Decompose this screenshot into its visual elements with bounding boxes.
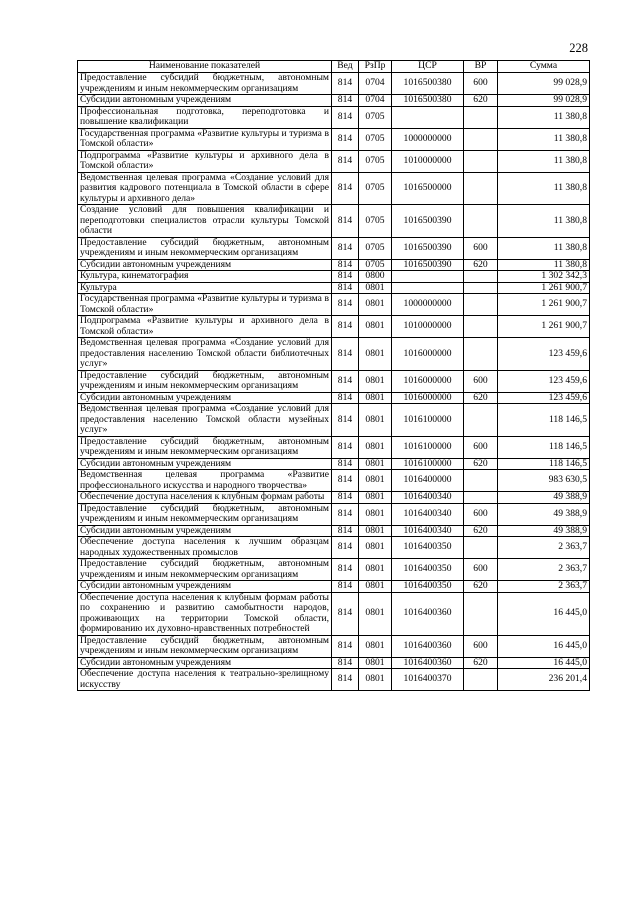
row-name: Предоставление субсидий бюджетным, автономным учреждениям и иным некоммерческим организациям — [78, 503, 332, 525]
row-sum: 1 302 342,3 — [498, 271, 590, 283]
row-csr: 1016500380 — [392, 73, 464, 95]
row-csr: 1010000000 — [392, 150, 464, 172]
row-vr: 620 — [464, 458, 498, 470]
row-rzpr: 0801 — [359, 458, 392, 470]
row-ved: 814 — [332, 525, 359, 537]
row-rzpr: 0801 — [359, 635, 392, 657]
table-row — [78, 657, 590, 669]
row-sum: 236 201,4 — [498, 669, 590, 691]
row-rzpr: 0801 — [359, 316, 392, 338]
row-rzpr: 0801 — [359, 525, 392, 537]
row-csr: 1010000000 — [392, 316, 464, 338]
row-sum: 123 459,6 — [498, 338, 590, 371]
row-sum: 983 630,5 — [498, 470, 590, 492]
row-rzpr: 0705 — [359, 106, 392, 128]
row-name: Обеспечение доступа населения к лучшим образцам народных художественных промыслов — [78, 537, 332, 559]
row-sum: 1 261 900,7 — [498, 282, 590, 294]
row-rzpr: 0801 — [359, 669, 392, 691]
row-csr — [392, 282, 464, 294]
row-name: Обеспечение доступа населения к театрально-зрелищному искусству — [78, 669, 332, 691]
row-sum: 2 363,7 — [498, 581, 590, 593]
row-ved: 814 — [332, 338, 359, 371]
row-vr — [464, 338, 498, 371]
row-vr — [464, 205, 498, 238]
row-name: Подпрограмма «Развитие культуры и архивного дела в Томской области» — [78, 150, 332, 172]
row-vr: 600 — [464, 436, 498, 458]
row-ved: 814 — [332, 106, 359, 128]
row-vr — [464, 271, 498, 283]
row-name: Субсидии автономным учреждениям — [78, 95, 332, 107]
row-sum: 11 380,8 — [498, 128, 590, 150]
row-vr: 600 — [464, 503, 498, 525]
row-sum: 118 146,5 — [498, 436, 590, 458]
row-name: Создание условий для повышения квалификации и переподготовки специалистов отрасли культуры Томской области — [78, 205, 332, 238]
row-rzpr: 0801 — [359, 404, 392, 437]
row-name: Предоставление субсидий бюджетным, автономным учреждениям и иным некоммерческим организациям — [78, 436, 332, 458]
row-name: Обеспечение доступа населения к клубным формам работы по сохранению и развитию самобытности народов, проживающих на территории Томской области, формированию их духовно-нравственных потребностей — [78, 592, 332, 635]
row-ved: 814 — [332, 259, 359, 271]
row-vr: 620 — [464, 392, 498, 404]
row-csr: 1016400350 — [392, 537, 464, 559]
row-rzpr: 0801 — [359, 581, 392, 593]
row-vr: 620 — [464, 657, 498, 669]
row-csr — [392, 106, 464, 128]
table-row — [78, 525, 590, 537]
row-vr — [464, 404, 498, 437]
row-rzpr: 0705 — [359, 237, 392, 259]
row-ved: 814 — [332, 669, 359, 691]
row-name: Профессиональная подготовка, переподготовка и повышение квалификации — [78, 106, 332, 128]
row-rzpr: 0801 — [359, 282, 392, 294]
row-vr: 620 — [464, 95, 498, 107]
row-vr — [464, 294, 498, 316]
row-vr: 600 — [464, 73, 498, 95]
table-header-row — [78, 61, 590, 73]
row-name: Предоставление субсидий бюджетным, автономным учреждениям и иным некоммерческим организациям — [78, 237, 332, 259]
row-sum: 123 459,6 — [498, 392, 590, 404]
row-name: Субсидии автономным учреждениям — [78, 581, 332, 593]
table-body — [78, 73, 590, 691]
row-name: Обеспечение доступа населения к клубным формам работы — [78, 492, 332, 504]
row-rzpr: 0801 — [359, 436, 392, 458]
row-rzpr: 0801 — [359, 370, 392, 392]
row-name: Субсидии автономным учреждениям — [78, 657, 332, 669]
table-row — [78, 294, 590, 316]
row-rzpr: 0801 — [359, 559, 392, 581]
table-row — [78, 95, 590, 107]
row-sum: 118 146,5 — [498, 458, 590, 470]
row-rzpr: 0705 — [359, 128, 392, 150]
row-rzpr: 0801 — [359, 503, 392, 525]
row-name: Предоставление субсидий бюджетным, автономным учреждениям и иным некоммерческим организациям — [78, 73, 332, 95]
row-vr: 600 — [464, 635, 498, 657]
row-csr: 1016500000 — [392, 172, 464, 205]
header-ved: Вед — [332, 61, 359, 73]
page-number: 228 — [569, 41, 588, 55]
row-ved: 814 — [332, 392, 359, 404]
row-csr — [392, 271, 464, 283]
row-csr: 1016400360 — [392, 592, 464, 635]
row-csr: 1016400370 — [392, 669, 464, 691]
row-ved: 814 — [332, 172, 359, 205]
row-sum: 2 363,7 — [498, 537, 590, 559]
table-row — [78, 669, 590, 691]
table-row — [78, 581, 590, 593]
row-sum: 2 363,7 — [498, 559, 590, 581]
table-row — [78, 392, 590, 404]
table-row — [78, 128, 590, 150]
row-ved: 814 — [332, 404, 359, 437]
row-vr: 600 — [464, 559, 498, 581]
row-csr: 1016500380 — [392, 95, 464, 107]
row-rzpr: 0801 — [359, 294, 392, 316]
row-vr: 620 — [464, 259, 498, 271]
row-sum: 123 459,6 — [498, 370, 590, 392]
row-rzpr: 0705 — [359, 259, 392, 271]
row-ved: 814 — [332, 73, 359, 95]
row-csr: 1016400000 — [392, 470, 464, 492]
row-csr: 1016400360 — [392, 657, 464, 669]
header-sum: Сумма — [498, 61, 590, 73]
row-csr: 1016100000 — [392, 436, 464, 458]
row-name: Ведомственная целевая программа «Создание условий для развития кадрового потенциала в Томской области в сфере культуры и архивного дела» — [78, 172, 332, 205]
row-sum: 11 380,8 — [498, 150, 590, 172]
row-name: Ведомственная целевая программа «Создание условий для предоставления населению Томской области библиотечных услуг» — [78, 338, 332, 371]
row-sum: 16 445,0 — [498, 592, 590, 635]
row-sum: 11 380,8 — [498, 172, 590, 205]
table-row — [78, 172, 590, 205]
table-row — [78, 106, 590, 128]
row-name: Государственная программа «Развитие культуры и туризма в Томской области» — [78, 128, 332, 150]
row-ved: 814 — [332, 458, 359, 470]
row-name: Предоставление субсидий бюджетным, автономным учреждениям и иным некоммерческим организациям — [78, 370, 332, 392]
row-name: Государственная программа «Развитие культуры и туризма в Томской области» — [78, 294, 332, 316]
row-ved: 814 — [332, 205, 359, 238]
row-sum: 16 445,0 — [498, 635, 590, 657]
row-rzpr: 0801 — [359, 657, 392, 669]
row-name: Ведомственная целевая программа «Создание условий для предоставления населению Томской области музейных услуг» — [78, 404, 332, 437]
row-vr: 600 — [464, 237, 498, 259]
row-csr: 1016100000 — [392, 458, 464, 470]
table-row — [78, 436, 590, 458]
row-csr: 1016500390 — [392, 259, 464, 271]
row-rzpr: 0705 — [359, 172, 392, 205]
row-sum: 49 388,9 — [498, 503, 590, 525]
row-ved: 814 — [332, 271, 359, 283]
row-ved: 814 — [332, 237, 359, 259]
row-vr: 620 — [464, 581, 498, 593]
table-row — [78, 316, 590, 338]
row-name: Подпрограмма «Развитие культуры и архивного дела в Томской области» — [78, 316, 332, 338]
row-name: Субсидии автономным учреждениям — [78, 392, 332, 404]
table-row — [78, 503, 590, 525]
row-ved: 814 — [332, 559, 359, 581]
row-ved: 814 — [332, 436, 359, 458]
table-row — [78, 559, 590, 581]
row-vr — [464, 470, 498, 492]
row-sum: 99 028,9 — [498, 95, 590, 107]
row-vr — [464, 316, 498, 338]
row-ved: 814 — [332, 470, 359, 492]
table-row — [78, 259, 590, 271]
table-row — [78, 404, 590, 437]
row-vr — [464, 150, 498, 172]
row-sum: 11 380,8 — [498, 106, 590, 128]
row-vr — [464, 537, 498, 559]
row-csr: 1016500390 — [392, 205, 464, 238]
row-ved: 814 — [332, 581, 359, 593]
header-csr: ЦСР — [392, 61, 464, 73]
row-csr: 1016000000 — [392, 370, 464, 392]
row-rzpr: 0800 — [359, 271, 392, 283]
row-sum: 11 380,8 — [498, 205, 590, 238]
row-rzpr: 0801 — [359, 392, 392, 404]
row-vr: 600 — [464, 370, 498, 392]
row-vr — [464, 669, 498, 691]
row-name: Культура, кинематография — [78, 271, 332, 283]
row-ved: 814 — [332, 492, 359, 504]
row-name: Предоставление субсидий бюджетным, автономным учреждениям и иным некоммерческим организациям — [78, 559, 332, 581]
row-rzpr: 0801 — [359, 470, 392, 492]
table-row — [78, 370, 590, 392]
row-ved: 814 — [332, 316, 359, 338]
row-csr: 1016100000 — [392, 404, 464, 437]
table-row — [78, 73, 590, 95]
row-csr: 1016400360 — [392, 635, 464, 657]
row-sum: 118 146,5 — [498, 404, 590, 437]
row-ved: 814 — [332, 150, 359, 172]
row-csr: 1016000000 — [392, 392, 464, 404]
row-name: Предоставление субсидий бюджетным, автономным учреждениям и иным некоммерческим организациям — [78, 635, 332, 657]
row-sum: 49 388,9 — [498, 525, 590, 537]
row-rzpr: 0801 — [359, 338, 392, 371]
row-rzpr: 0801 — [359, 592, 392, 635]
table-row — [78, 492, 590, 504]
row-csr: 1016000000 — [392, 338, 464, 371]
table-row — [78, 592, 590, 635]
row-rzpr: 0705 — [359, 205, 392, 238]
row-vr: 620 — [464, 525, 498, 537]
row-rzpr: 0801 — [359, 492, 392, 504]
row-sum: 1 261 900,7 — [498, 294, 590, 316]
row-ved: 814 — [332, 370, 359, 392]
row-name: Субсидии автономным учреждениям — [78, 525, 332, 537]
row-ved: 814 — [332, 294, 359, 316]
row-ved: 814 — [332, 657, 359, 669]
row-sum: 1 261 900,7 — [498, 316, 590, 338]
row-vr — [464, 172, 498, 205]
table-row — [78, 205, 590, 238]
header-vr: ВР — [464, 61, 498, 73]
row-csr: 1016400350 — [392, 559, 464, 581]
table-row — [78, 537, 590, 559]
row-csr: 1016400340 — [392, 503, 464, 525]
row-ved: 814 — [332, 128, 359, 150]
row-sum: 16 445,0 — [498, 657, 590, 669]
row-ved: 814 — [332, 537, 359, 559]
row-vr — [464, 492, 498, 504]
row-vr — [464, 106, 498, 128]
row-csr: 1016500390 — [392, 237, 464, 259]
row-name: Субсидии автономным учреждениям — [78, 458, 332, 470]
row-sum: 11 380,8 — [498, 259, 590, 271]
table-row — [78, 458, 590, 470]
row-rzpr: 0704 — [359, 95, 392, 107]
row-csr: 1016400340 — [392, 525, 464, 537]
header-name: Наименование показателей — [78, 61, 332, 73]
table-row — [78, 150, 590, 172]
header-rzpr: РзПр — [359, 61, 392, 73]
table-row — [78, 338, 590, 371]
row-sum: 11 380,8 — [498, 237, 590, 259]
row-csr: 1000000000 — [392, 128, 464, 150]
row-csr: 1016400350 — [392, 581, 464, 593]
row-ved: 814 — [332, 282, 359, 294]
row-csr: 1000000000 — [392, 294, 464, 316]
row-ved: 814 — [332, 503, 359, 525]
table-row — [78, 271, 590, 283]
row-ved: 814 — [332, 592, 359, 635]
row-rzpr: 0801 — [359, 537, 392, 559]
row-name: Ведомственная целевая программа «Развитие профессионального искусства и народного творчества» — [78, 470, 332, 492]
table-row — [78, 237, 590, 259]
row-ved: 814 — [332, 95, 359, 107]
table-row — [78, 635, 590, 657]
row-csr: 1016400340 — [392, 492, 464, 504]
table-row — [78, 282, 590, 294]
row-name: Субсидии автономным учреждениям — [78, 259, 332, 271]
row-ved: 814 — [332, 635, 359, 657]
row-vr — [464, 592, 498, 635]
row-vr — [464, 282, 498, 294]
row-vr — [464, 128, 498, 150]
table-row — [78, 470, 590, 492]
budget-table — [77, 60, 590, 691]
row-name: Культура — [78, 282, 332, 294]
row-rzpr: 0704 — [359, 73, 392, 95]
row-sum: 99 028,9 — [498, 73, 590, 95]
row-rzpr: 0705 — [359, 150, 392, 172]
row-sum: 49 388,9 — [498, 492, 590, 504]
